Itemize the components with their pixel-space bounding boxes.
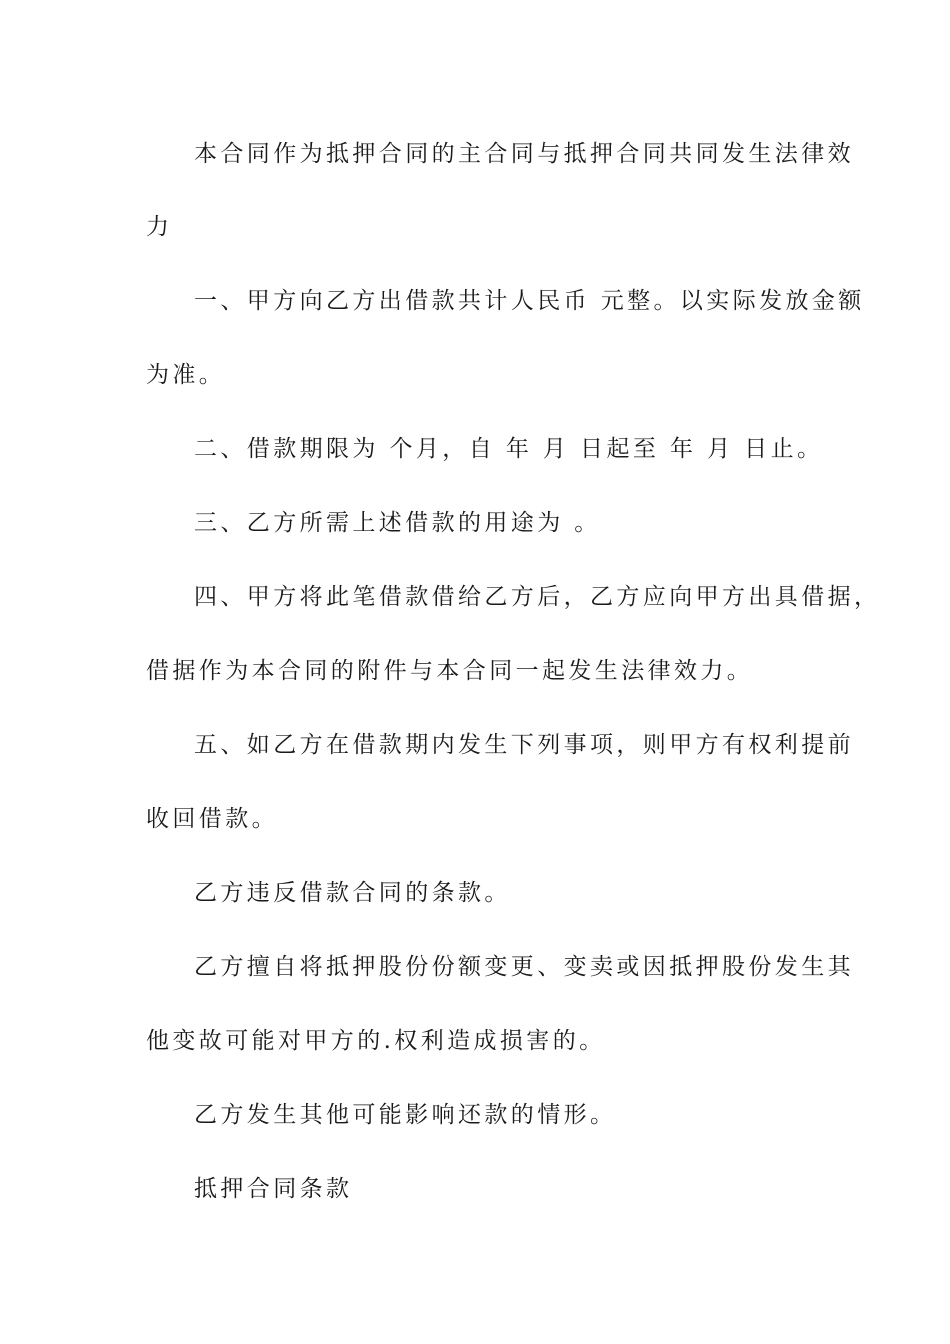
paragraph-line: 乙方违反借款合同的条款。	[194, 880, 511, 906]
paragraph-line: 乙方发生其他可能影响还款的情形。	[194, 1102, 617, 1128]
paragraph-line: 五、如乙方在借款期内发生下列事项，则甲方有权利提前	[194, 732, 854, 758]
paragraph-line: 力	[146, 214, 173, 240]
section-heading: 抵押合同条款	[194, 1176, 353, 1202]
paragraph-line: 本合同作为抵押合同的主合同与抵押合同共同发生法律效	[194, 141, 854, 167]
paragraph-line: 他变故可能对甲方的.权利造成损害的。	[146, 1028, 606, 1054]
paragraph-line: 四、甲方将此笔借款借给乙方后，乙方应向甲方出具借据，	[194, 584, 881, 610]
paragraph-line: 三、乙方所需上述借款的用途为 。	[194, 510, 601, 536]
paragraph-line: 乙方擅自将抵押股份份额变更、变卖或因抵押股份发生其	[194, 954, 854, 980]
paragraph-line: 收回借款。	[146, 806, 278, 832]
paragraph-line: 为准。	[146, 362, 226, 388]
paragraph-line: 一、甲方向乙方出借款共计人民币 元整。以实际发放金额	[194, 288, 865, 314]
paragraph-line: 二、借款期限为 个月，自 年 月 日起至 年 月 日止。	[194, 436, 824, 462]
paragraph-line: 借据作为本合同的附件与本合同一起发生法律效力。	[146, 658, 754, 684]
